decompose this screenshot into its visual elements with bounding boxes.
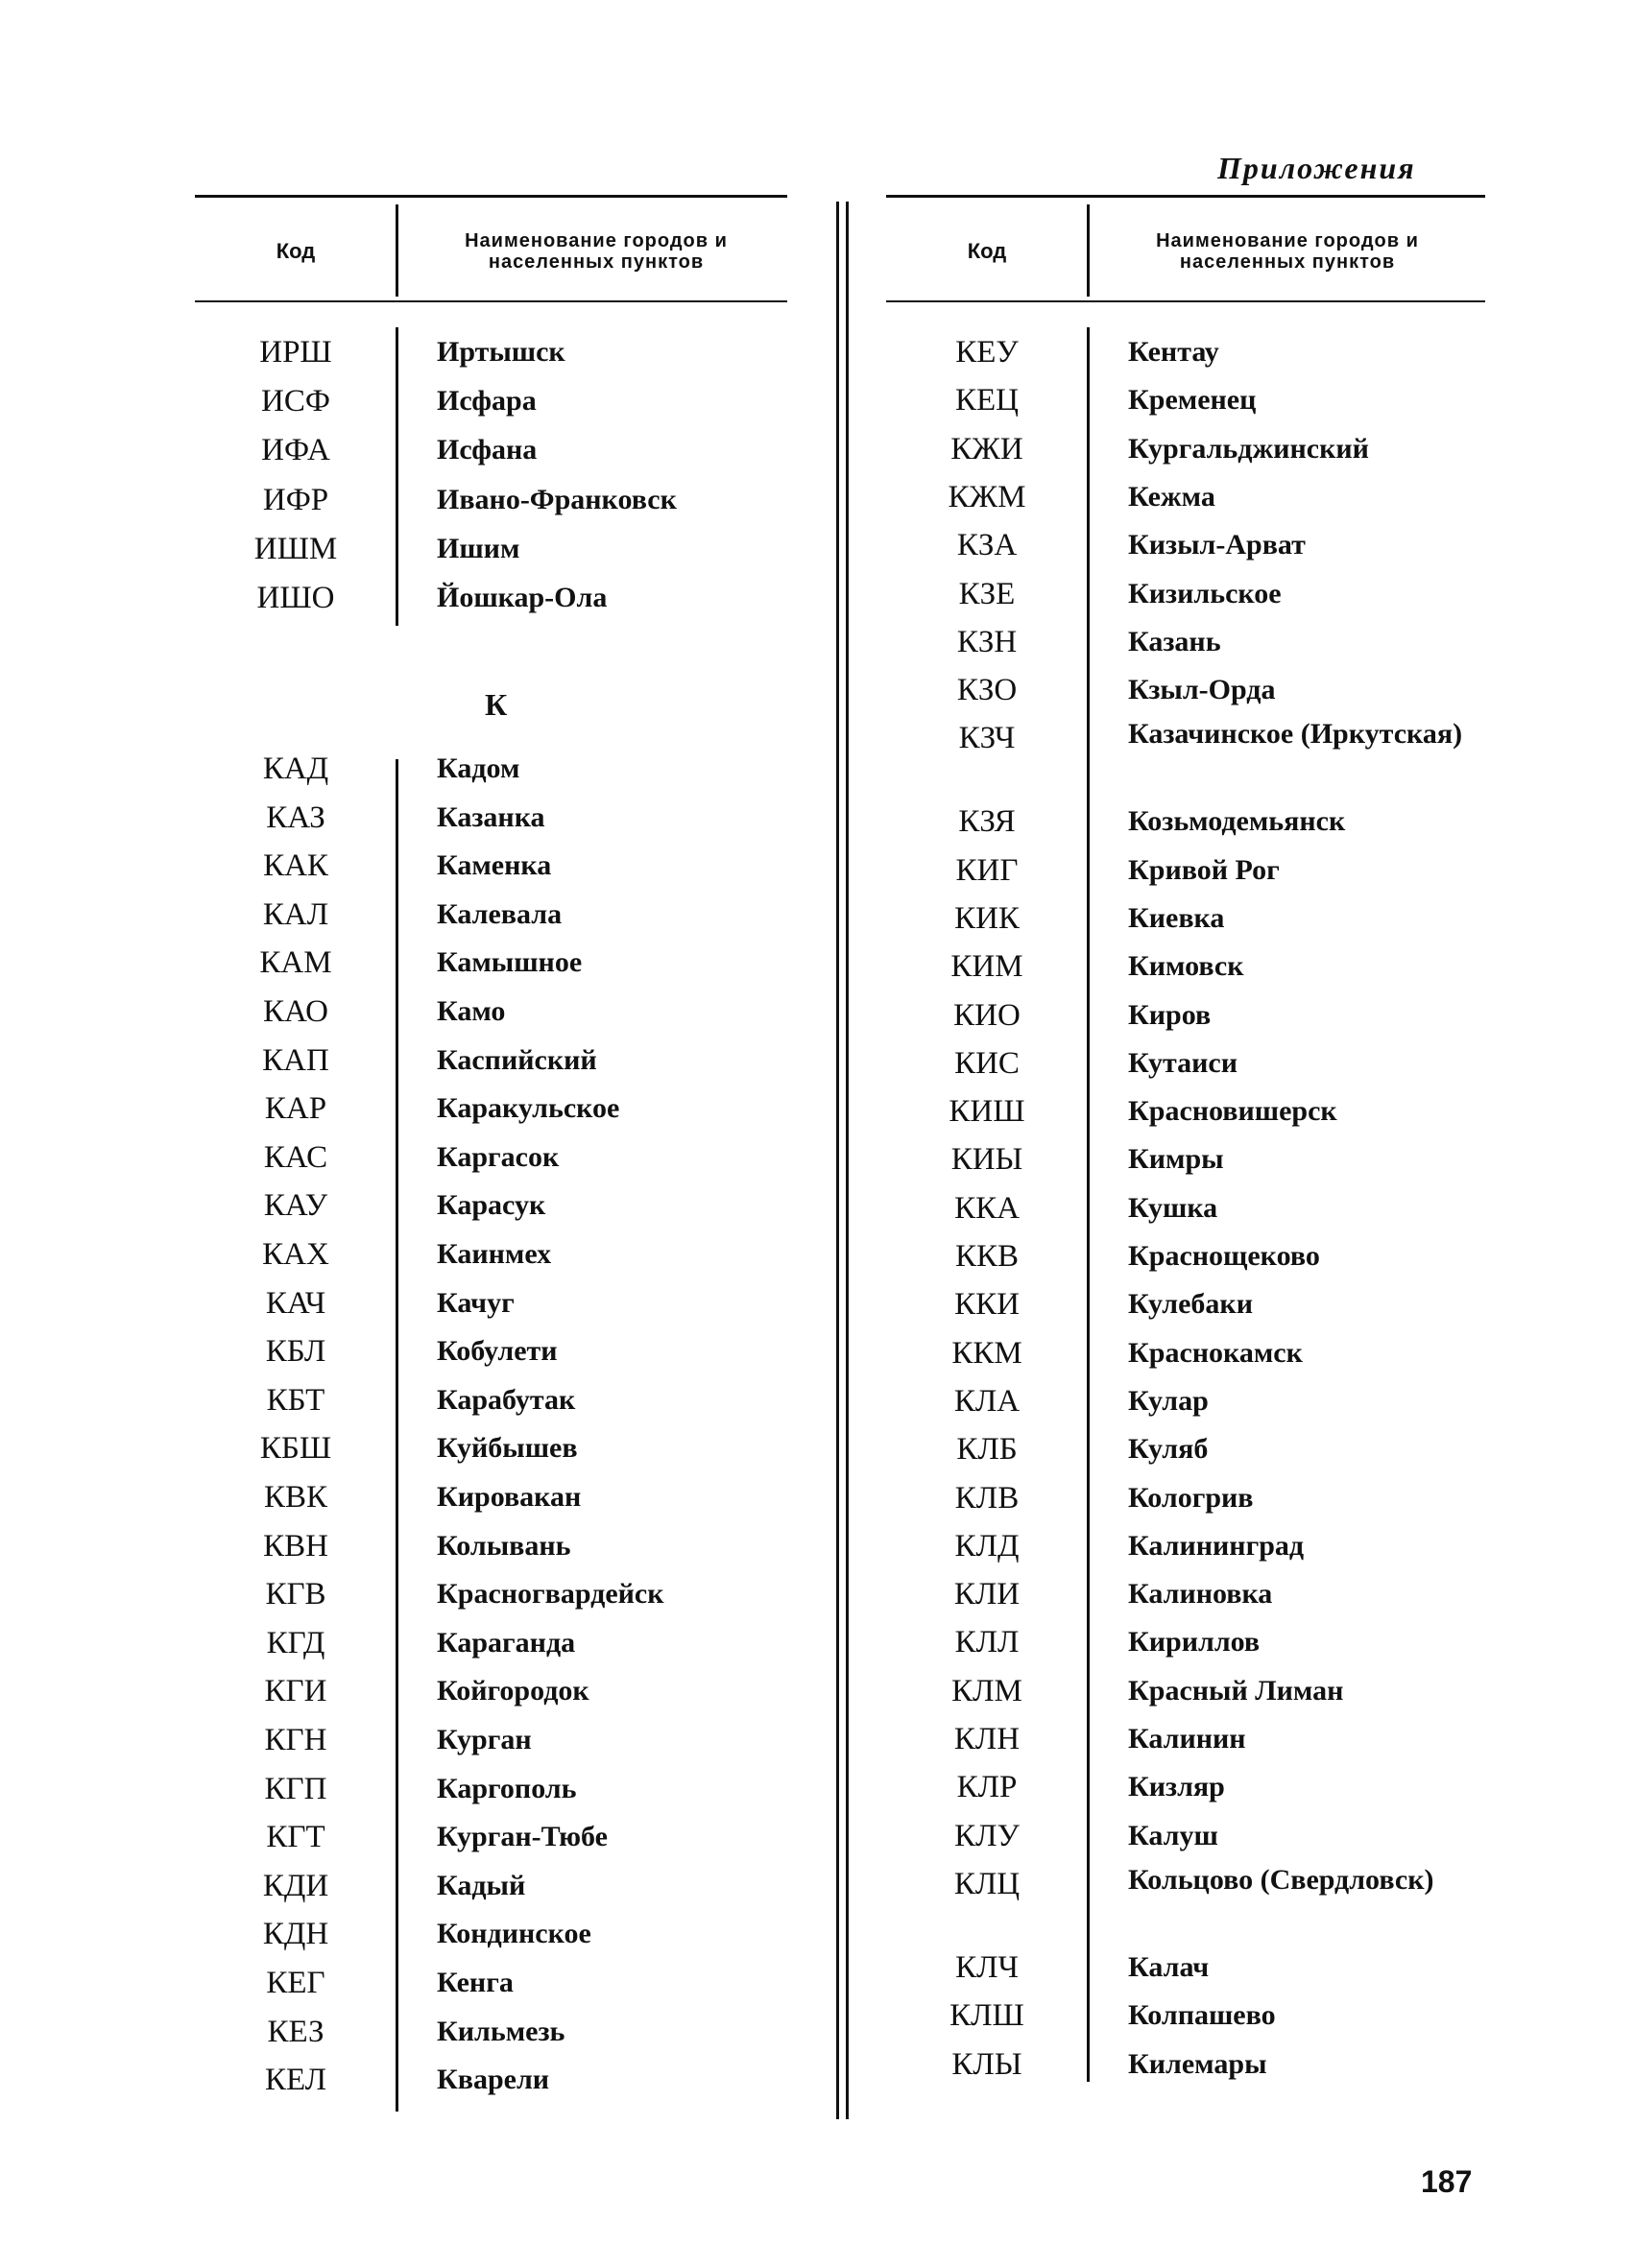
table-row bbox=[886, 1183, 1485, 1233]
row-code: КБТ bbox=[266, 1383, 325, 1418]
table-row bbox=[886, 2040, 1485, 2089]
table-row bbox=[886, 1943, 1485, 1993]
column-divider bbox=[396, 327, 398, 626]
running-head: Приложения bbox=[1217, 151, 1416, 185]
row-name: Камышное bbox=[437, 946, 583, 978]
table-row bbox=[195, 524, 787, 574]
table-row bbox=[886, 327, 1485, 377]
row-name: Киров bbox=[1128, 999, 1212, 1031]
table-row bbox=[195, 1958, 787, 2008]
row-code: КЕУ bbox=[955, 335, 1019, 370]
table-row bbox=[195, 2007, 787, 2057]
row-code: КЗЧ bbox=[958, 721, 1016, 755]
table-row bbox=[886, 797, 1485, 847]
table-row bbox=[195, 1036, 787, 1086]
row-code: КГТ bbox=[266, 1820, 325, 1854]
row-name: Йошкар-Ола bbox=[437, 582, 608, 613]
table-row bbox=[886, 569, 1485, 619]
table-row bbox=[195, 1618, 787, 1668]
row-name: Кимры bbox=[1128, 1143, 1224, 1175]
table-row bbox=[195, 987, 787, 1037]
column-double-divider bbox=[836, 202, 849, 2119]
column-divider bbox=[396, 759, 398, 2112]
table-row bbox=[195, 1181, 787, 1230]
row-code: ККВ bbox=[954, 1239, 1020, 1274]
row-code: ИРШ bbox=[259, 335, 332, 370]
row-code: КАО bbox=[262, 994, 329, 1029]
row-name: Калач bbox=[1128, 1951, 1210, 1983]
table-row bbox=[886, 1617, 1485, 1667]
row-name: Ивано-Франковск bbox=[437, 484, 677, 515]
row-code: ИФР bbox=[262, 483, 329, 517]
table-row bbox=[886, 1521, 1485, 1571]
row-name: Кежма bbox=[1128, 481, 1215, 513]
row-name: Кутаиси bbox=[1128, 1047, 1238, 1079]
row-name: Камо bbox=[437, 995, 506, 1027]
table-row bbox=[195, 475, 787, 525]
row-name: Казанка bbox=[437, 801, 545, 833]
row-code: КАЧ bbox=[265, 1286, 326, 1321]
row-name: Каменка bbox=[437, 849, 552, 881]
row-name: Исфана bbox=[437, 434, 538, 466]
row-code: КАЗ bbox=[266, 800, 325, 835]
row-code: ИСФ bbox=[261, 384, 330, 418]
row-code: ККИ bbox=[954, 1287, 1020, 1322]
row-code: КЗЕ bbox=[958, 577, 1016, 611]
row-name: Кривой Рог bbox=[1128, 854, 1280, 886]
row-name: Калевала bbox=[437, 898, 563, 930]
row-name: Килемары bbox=[1128, 2048, 1267, 2080]
row-name: Кольцово (Свердловск) bbox=[1128, 1864, 1434, 1896]
row-name: Карабутак bbox=[437, 1384, 576, 1416]
row-code: КЛН bbox=[953, 1722, 1021, 1756]
row-name: Калуш bbox=[1128, 1820, 1218, 1851]
table-row bbox=[886, 375, 1485, 425]
row-code: КИМ bbox=[950, 949, 1023, 984]
row-code: КБЛ bbox=[265, 1334, 326, 1369]
row-name: Ишим bbox=[437, 533, 520, 564]
row-name: Куляб bbox=[1128, 1433, 1209, 1465]
table-row bbox=[195, 890, 787, 940]
row-name: Кенга bbox=[437, 1967, 514, 1998]
table-row bbox=[195, 841, 787, 891]
header-divider bbox=[396, 204, 398, 297]
row-name: Каргополь bbox=[437, 1773, 577, 1804]
row-name: Кобулети bbox=[437, 1335, 558, 1367]
row-code: КИШ bbox=[949, 1094, 1025, 1129]
row-name: Колывань bbox=[437, 1530, 571, 1562]
row-code: КИЫ bbox=[950, 1142, 1023, 1177]
row-name: Краснокамск bbox=[1128, 1337, 1303, 1369]
table-row bbox=[886, 1328, 1485, 1378]
row-code: КИС bbox=[954, 1046, 1020, 1081]
row-name: Киевка bbox=[1128, 902, 1225, 934]
row-name: Куйбышев bbox=[437, 1432, 578, 1464]
row-code: КЛИ bbox=[953, 1577, 1021, 1611]
table-row bbox=[195, 1861, 787, 1911]
row-name: Карасук bbox=[437, 1189, 546, 1221]
table-row bbox=[886, 1811, 1485, 1861]
row-code: КВК bbox=[263, 1480, 328, 1515]
row-name: Кологрив bbox=[1128, 1482, 1254, 1514]
row-name: Калинин bbox=[1128, 1723, 1246, 1755]
table-row bbox=[886, 1134, 1485, 1184]
row-name: Кентау bbox=[1128, 336, 1219, 368]
table-row bbox=[886, 1569, 1485, 1619]
row-code: КГД bbox=[266, 1626, 325, 1660]
row-code: КЛМ bbox=[951, 1674, 1022, 1708]
table-row bbox=[886, 617, 1485, 667]
row-name: Колпашево bbox=[1128, 1999, 1276, 2031]
row-name: Кургальджинский bbox=[1128, 433, 1369, 465]
row-code: КЛА bbox=[953, 1384, 1021, 1419]
row-name: Кулар bbox=[1128, 1385, 1209, 1417]
table-row bbox=[886, 1666, 1485, 1716]
row-name: Кушка bbox=[1128, 1192, 1218, 1224]
row-code: КАД bbox=[262, 752, 329, 786]
table-row bbox=[886, 1991, 1485, 2041]
row-name: Каракульское bbox=[437, 1092, 620, 1124]
row-code: КЖИ bbox=[950, 432, 1023, 466]
table-row bbox=[195, 938, 787, 988]
table-row bbox=[195, 1812, 787, 1862]
row-code: КЗН bbox=[956, 625, 1018, 659]
row-code: КДН bbox=[262, 1917, 329, 1951]
row-name: Кадый bbox=[437, 1870, 526, 1901]
row-code: КАР bbox=[264, 1091, 327, 1126]
name-column-header: Наименование городов и населенных пунктов bbox=[465, 230, 728, 273]
row-name: Кильмезь bbox=[437, 2016, 565, 2047]
table-row bbox=[886, 942, 1485, 991]
row-name: Краснощеково bbox=[1128, 1240, 1320, 1272]
row-name: Красновишерск bbox=[1128, 1095, 1337, 1127]
row-code: КЛД bbox=[954, 1529, 1020, 1564]
table-row bbox=[195, 1764, 787, 1814]
row-name: Казачинское (Иркутская) bbox=[1128, 718, 1463, 750]
table-row bbox=[886, 520, 1485, 570]
row-name: Кизильское bbox=[1128, 578, 1282, 609]
row-name: Каинмех bbox=[437, 1238, 552, 1270]
row-name: Кзыл-Орда bbox=[1128, 674, 1276, 705]
header-divider bbox=[1087, 204, 1090, 297]
row-code: КГИ bbox=[264, 1674, 327, 1708]
table-row bbox=[195, 1278, 787, 1328]
row-code: ККА bbox=[954, 1191, 1020, 1226]
table-row bbox=[195, 327, 787, 377]
row-code: КВН bbox=[263, 1529, 328, 1564]
row-code: КАЛ bbox=[262, 897, 329, 932]
row-name: Каргасок bbox=[437, 1141, 560, 1173]
row-code: КЛВ bbox=[954, 1481, 1020, 1516]
table-row bbox=[886, 1424, 1485, 1474]
table-row bbox=[195, 1375, 787, 1425]
row-name: Кулебаки bbox=[1128, 1288, 1253, 1320]
table-row bbox=[195, 376, 787, 426]
table-row bbox=[886, 1473, 1485, 1523]
row-code: ИШМ bbox=[253, 532, 338, 566]
row-name: Курган-Тюбе bbox=[437, 1821, 608, 1852]
row-name: Каспийский bbox=[437, 1044, 597, 1076]
row-code: КЕГ bbox=[266, 1966, 325, 2000]
row-code: КЛЦ bbox=[953, 1867, 1021, 1901]
row-name: Иртышск bbox=[437, 336, 565, 368]
row-code: КАХ bbox=[262, 1237, 329, 1272]
table-row bbox=[195, 1569, 787, 1619]
row-name: Казань bbox=[1128, 626, 1221, 657]
row-code: КЕЦ bbox=[955, 383, 1019, 418]
row-name: Кизляр bbox=[1128, 1771, 1225, 1802]
row-name: Караганда bbox=[437, 1627, 576, 1659]
table-row bbox=[886, 1231, 1485, 1281]
row-code: ИФА bbox=[261, 433, 330, 467]
table-row bbox=[886, 424, 1485, 474]
table-row bbox=[195, 1521, 787, 1571]
table-row bbox=[886, 846, 1485, 895]
row-code: КЛР bbox=[956, 1770, 1018, 1804]
row-code: КБШ bbox=[259, 1431, 332, 1466]
row-code: КЛЫ bbox=[951, 2047, 1022, 2082]
row-code: КЗЯ bbox=[958, 804, 1016, 839]
row-code: КЛЛ bbox=[954, 1625, 1020, 1659]
code-column-header: Код bbox=[967, 239, 1007, 263]
table-row bbox=[195, 1423, 787, 1473]
table-row bbox=[886, 1086, 1485, 1136]
row-code: КЗА bbox=[956, 528, 1018, 562]
row-code: КГН bbox=[264, 1723, 327, 1757]
row-code: ИШО bbox=[256, 581, 335, 615]
code-column-header: Код bbox=[276, 239, 316, 263]
table-row bbox=[195, 573, 787, 623]
table-row bbox=[886, 472, 1485, 522]
table-row bbox=[195, 1229, 787, 1279]
table-row bbox=[886, 1859, 1485, 1940]
row-code: КАК bbox=[263, 848, 328, 883]
table-row bbox=[195, 793, 787, 843]
row-code: КЕЛ bbox=[264, 2063, 327, 2097]
column-divider bbox=[1087, 327, 1090, 2082]
row-code: КЛБ bbox=[956, 1432, 1018, 1467]
table-row bbox=[886, 713, 1485, 794]
row-code: КГП bbox=[264, 1772, 327, 1806]
row-name: Козьмодемьянск bbox=[1128, 805, 1346, 837]
table-row bbox=[886, 1279, 1485, 1329]
row-name: Кизыл-Арват bbox=[1128, 529, 1306, 561]
row-code: КИГ bbox=[955, 853, 1019, 888]
table-row bbox=[886, 1039, 1485, 1088]
header-top-rule bbox=[195, 195, 787, 198]
table-row bbox=[195, 1084, 787, 1134]
row-code: КАС bbox=[263, 1140, 328, 1175]
row-name: Кадом bbox=[437, 752, 520, 784]
row-name: Кременец bbox=[1128, 384, 1257, 416]
row-name: Кимовск bbox=[1128, 950, 1244, 982]
row-name: Кириллов bbox=[1128, 1626, 1261, 1658]
table-row bbox=[195, 1472, 787, 1522]
row-code: КЛУ bbox=[954, 1819, 1020, 1853]
header-top-rule bbox=[886, 195, 1485, 198]
row-name: Кварели bbox=[437, 2064, 550, 2095]
table-row bbox=[886, 1762, 1485, 1812]
table-row bbox=[195, 1666, 787, 1716]
table-row bbox=[195, 425, 787, 475]
row-name: Калининград bbox=[1128, 1530, 1305, 1562]
row-name: Исфара bbox=[437, 385, 537, 417]
header-bottom-rule bbox=[886, 300, 1485, 302]
row-name: Качуг bbox=[437, 1287, 515, 1319]
table-row bbox=[886, 1714, 1485, 1764]
row-code: КАП bbox=[262, 1043, 329, 1078]
table-row bbox=[195, 2055, 787, 2105]
row-code: КИО bbox=[953, 998, 1021, 1033]
table-row bbox=[886, 665, 1485, 715]
row-code: КЗО bbox=[956, 673, 1018, 707]
row-code: КЖМ bbox=[948, 480, 1026, 514]
row-code: КАМ bbox=[259, 945, 332, 980]
row-code: КЛЧ bbox=[955, 1950, 1019, 1985]
table-row bbox=[886, 1376, 1485, 1426]
row-name: Курган bbox=[437, 1724, 532, 1755]
header-bottom-rule bbox=[195, 300, 787, 302]
table-row bbox=[195, 1715, 787, 1765]
table-row bbox=[886, 991, 1485, 1040]
row-code: КАУ bbox=[263, 1188, 328, 1223]
section-letter: К bbox=[485, 687, 508, 722]
table-row bbox=[195, 1909, 787, 1959]
table-row bbox=[195, 1133, 787, 1182]
table-row bbox=[886, 894, 1485, 943]
row-name: Красногвардейск bbox=[437, 1578, 664, 1610]
name-column-header: Наименование городов и населенных пунктов bbox=[1156, 230, 1419, 273]
page-number: 187 bbox=[1421, 2164, 1473, 2199]
row-code: КДИ bbox=[262, 1869, 329, 1903]
row-code: КЛШ bbox=[949, 1998, 1024, 2033]
row-name: Койгородок bbox=[437, 1675, 589, 1707]
row-name: Красный Лиман bbox=[1128, 1675, 1344, 1707]
table-row bbox=[195, 744, 787, 794]
row-name: Кировакан bbox=[437, 1481, 582, 1513]
row-code: КЕЗ bbox=[267, 2015, 324, 2049]
row-code: ККМ bbox=[951, 1336, 1022, 1371]
row-code: КГВ bbox=[265, 1577, 326, 1611]
row-name: Калиновка bbox=[1128, 1578, 1273, 1610]
row-name: Кондинское bbox=[437, 1918, 591, 1949]
row-code: КИК bbox=[954, 901, 1020, 936]
table-row bbox=[195, 1326, 787, 1376]
